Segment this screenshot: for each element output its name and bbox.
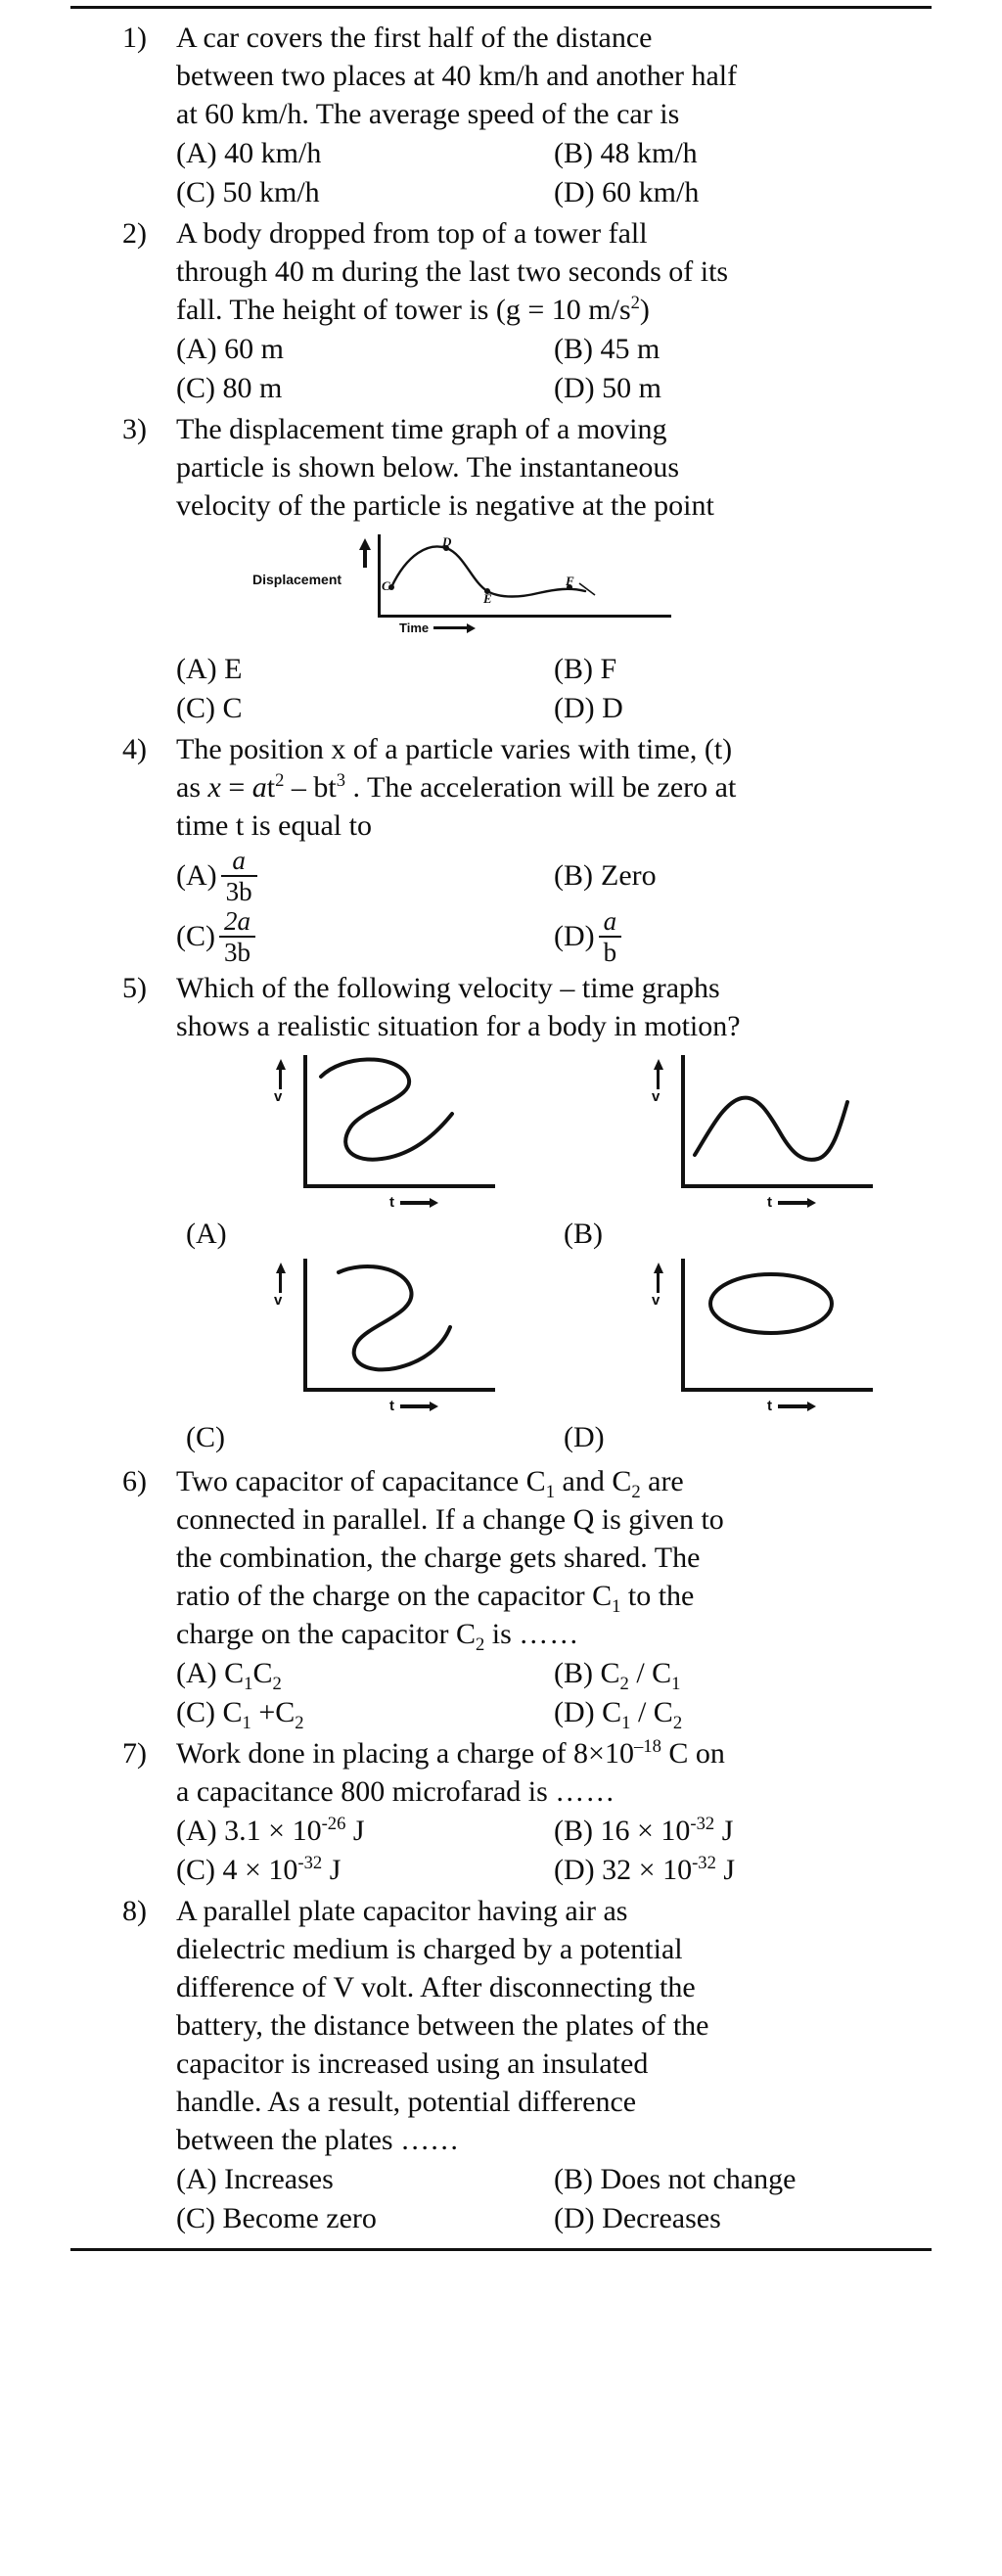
question-stem-line: charge on the capacitor $C_2$ is …… [176, 1618, 580, 1655]
option-text: D [602, 692, 623, 724]
option-text: Does not change [600, 2163, 797, 2195]
option-label: (A) [176, 1815, 217, 1847]
question-stem-line: particle is shown below. The instantaneous [176, 451, 680, 483]
options-grid [176, 846, 932, 967]
option-label: (B) [554, 2163, 593, 2195]
option-text: $4 \times 10^{-32}$ J [222, 1853, 342, 1886]
stem-text: fall. The height of tower is (g = 10 m/s [176, 294, 631, 326]
subscript: 1 [671, 1674, 681, 1694]
options-grid [176, 2160, 932, 2238]
question-stem-line: A body dropped from top of a tower fall [176, 217, 648, 250]
option-text: 45 m [600, 333, 660, 365]
vt-graph-b [630, 1053, 885, 1218]
option-b[interactable] [554, 2160, 932, 2199]
ellipsis: …… [555, 1775, 616, 1808]
option-text: 40 km/h [224, 137, 322, 169]
option-label: (A) [176, 859, 217, 892]
option-text: $C_1 +C_2$ [222, 1696, 304, 1733]
superscript: -26 [321, 1814, 346, 1834]
y-axis-label: v [652, 1088, 660, 1105]
option-a[interactable] [176, 330, 554, 369]
option-d[interactable] [554, 1693, 932, 1732]
right-arrow-line [778, 1201, 807, 1205]
subscript: 2 [672, 1713, 683, 1733]
stem-text: – bt [284, 771, 337, 804]
option-text: 60 km/h [602, 176, 700, 208]
option-label: (C) [176, 692, 215, 724]
option-label: (D) [554, 1854, 595, 1886]
superscript: -32 [692, 1853, 716, 1873]
stem-text: as [176, 771, 208, 804]
question-stem-line: between two places at 40 km/h and another half [176, 60, 738, 92]
option-label: (B) [554, 1657, 593, 1689]
question-stem-line [176, 768, 932, 806]
question-5 [70, 969, 932, 1460]
question-stem-line: the combination, the charge gets shared. The [176, 1541, 701, 1574]
question-stem-line: battery, the distance between the plates of the [176, 2009, 709, 2042]
option-a[interactable] [176, 134, 554, 173]
vt-graph-a-cell[interactable] [176, 1053, 554, 1257]
superscript: 3 [336, 770, 346, 791]
option-d[interactable] [554, 369, 932, 408]
option-text: $C_2 / C_1$ [600, 1657, 681, 1694]
ellipsis: …… [519, 1618, 580, 1650]
option-label: (C) [176, 2202, 215, 2234]
question-body [176, 1892, 932, 2238]
option-text: F [600, 653, 617, 685]
question-body [176, 969, 932, 1460]
question-stem-line: capacitor is increased using an insulated [176, 2047, 649, 2080]
option-text: 60 m [224, 333, 284, 365]
option-label: (B) [554, 1815, 593, 1847]
question-number: 1) [122, 22, 147, 54]
graph-curve [681, 1053, 875, 1186]
superscript: -32 [690, 1814, 715, 1834]
vt-graph-d [630, 1257, 885, 1421]
up-arrow-stem [657, 1068, 660, 1089]
option-a[interactable] [176, 1812, 554, 1851]
x-axis-label-group [767, 1398, 816, 1414]
question-4 [70, 730, 932, 967]
question-stem-line: through 40 m during the last two seconds of its [176, 255, 729, 288]
option-text: 48 km/h [600, 137, 698, 169]
vt-graph-c [252, 1257, 507, 1421]
subscript: 1 [242, 1713, 251, 1733]
options-grid [176, 650, 932, 728]
question-body [176, 19, 932, 212]
right-arrow-icon [430, 1402, 438, 1411]
right-arrow-icon [807, 1198, 816, 1208]
option-b[interactable] [554, 134, 932, 173]
x-axis-label-group [389, 1194, 438, 1211]
option-text: Become zero [222, 2202, 377, 2234]
subscript: 1 [612, 1596, 621, 1617]
option-text: 50 km/h [222, 176, 320, 208]
right-arrow-icon [807, 1402, 816, 1411]
option-label: (B) [554, 859, 593, 892]
option-text: Increases [224, 2163, 334, 2195]
option-text: $C_1 / C_2$ [602, 1696, 683, 1733]
right-arrow-line [400, 1201, 430, 1205]
option-c[interactable] [176, 369, 554, 408]
fraction-denominator: b [599, 936, 622, 966]
vt-graph-c-cell[interactable] [176, 1257, 554, 1460]
figure-label-b: (B) [564, 1218, 603, 1250]
fraction-numerator: a [603, 905, 617, 936]
question-stem-line: shows a realistic situation for a body in motion? [176, 1010, 741, 1042]
question-stem-line: a capacitance 800 microfarad is …… [176, 1775, 616, 1808]
figure-label-a: (A) [186, 1218, 227, 1250]
stem-text: = [220, 771, 252, 804]
question-body [176, 1734, 932, 1890]
option-text: $3.1 \times 10^{-26}$ J [224, 1814, 365, 1847]
y-axis-label: v [274, 1088, 283, 1105]
fraction [599, 907, 622, 967]
x-axis-label: t [767, 1194, 772, 1211]
superscript: 2 [630, 293, 640, 313]
bottom-divider [70, 2248, 932, 2251]
subscript: 2 [619, 1674, 629, 1694]
option-b[interactable] [554, 1812, 932, 1851]
y-axis-label: v [274, 1292, 283, 1309]
option-a[interactable] [176, 650, 554, 689]
vt-graph-a [252, 1053, 507, 1218]
point-label-d: D [442, 534, 452, 549]
option-text: $32 \times 10^{-32}$ J [602, 1853, 736, 1886]
question-list [70, 9, 932, 2238]
vt-graph-d-cell[interactable] [554, 1257, 932, 1460]
question-2 [70, 214, 932, 408]
option-d[interactable] [554, 906, 932, 967]
subscript: 1 [621, 1713, 631, 1733]
math-variable-x: x [207, 771, 221, 804]
x-axis-label: t [389, 1194, 394, 1211]
subscript: 2 [631, 1482, 641, 1502]
option-text: $16 \times 10^{-32}$ J [600, 1814, 734, 1847]
option-b[interactable] [554, 650, 932, 689]
option-text: 50 m [602, 372, 661, 404]
x-axis-label-group [389, 1398, 438, 1414]
question-stem-line: Work done in placing a charge of $8\times 10^{-18}$ C on [176, 1736, 725, 1770]
option-label: (B) [554, 653, 593, 685]
option-c[interactable] [176, 906, 554, 967]
subscript: 2 [272, 1674, 282, 1694]
x-axis-label: t [767, 1398, 772, 1414]
point-label-f: F [566, 574, 574, 588]
y-axis-label: v [652, 1292, 660, 1309]
option-text: 80 m [222, 372, 283, 404]
graph-curve [303, 1257, 497, 1390]
question-stem-line: A parallel plate capacitor having air as [176, 1895, 628, 1927]
question-number: 5) [122, 972, 147, 1004]
subscript: 2 [475, 1634, 485, 1655]
right-arrow-icon [430, 1198, 438, 1208]
question-number: 7) [122, 1737, 147, 1770]
option-c[interactable] [176, 689, 554, 728]
point-label-c: C [382, 578, 390, 593]
option-label: (C) [176, 1696, 215, 1728]
velocity-time-figures [176, 1053, 932, 1460]
up-arrow-stem [279, 1068, 282, 1089]
x-axis-label-group [399, 621, 476, 635]
option-text: C [222, 692, 243, 724]
option-label: (B) [554, 333, 593, 365]
option-b[interactable] [554, 1654, 932, 1693]
fraction-denominator: 3b [219, 936, 255, 966]
fraction-numerator: 2a [224, 905, 250, 936]
option-label: (B) [554, 137, 593, 169]
question-stem-line: Which of the following velocity – time graphs [176, 972, 720, 1004]
option-label: (A) [176, 1657, 217, 1689]
question-6 [70, 1462, 932, 1732]
option-label: (A) [176, 137, 217, 169]
option-label: (D) [554, 372, 595, 404]
superscript: 2 [275, 770, 285, 791]
question-stem-line: A car covers the first half of the distance [176, 22, 653, 54]
vt-graph-b-cell[interactable] [554, 1053, 932, 1257]
question-body [176, 214, 932, 408]
option-label: (D) [554, 920, 595, 952]
option-label: (C) [176, 920, 215, 952]
option-c[interactable] [176, 2199, 554, 2238]
subscript: 1 [244, 1674, 253, 1694]
question-stem-line: between the plates …… [176, 2124, 460, 2156]
up-arrow-stem [363, 548, 367, 568]
question-stem-line: handle. As a result, potential difference [176, 2086, 637, 2118]
figure-label-c: (C) [186, 1421, 225, 1453]
option-label: (C) [176, 372, 215, 404]
right-arrow-icon [467, 623, 476, 633]
question-stem-line: ratio of the charge on the capacitor $C_1$ to the [176, 1580, 695, 1617]
displacement-time-graph [252, 534, 673, 644]
up-arrow-stem [279, 1271, 282, 1293]
question-stem-line: velocity of the particle is negative at the point [176, 489, 714, 522]
question-body [176, 730, 932, 967]
question-number: 6) [122, 1465, 147, 1497]
option-text: Zero [601, 859, 657, 892]
graph-curve [681, 1257, 875, 1390]
fraction-numerator: a [232, 845, 246, 875]
question-3 [70, 410, 932, 728]
option-b[interactable] [554, 846, 932, 906]
option-a[interactable] [176, 846, 554, 906]
question-body [176, 410, 932, 728]
options-grid [176, 134, 932, 212]
question-stem-line: Two capacitor of capacitance $C_1$ and $C_2$ are [176, 1465, 684, 1502]
question-stem-line: dielectric medium is charged by a potential [176, 1933, 683, 1965]
worksheet-page [0, 6, 1002, 2576]
stem-text: . The acceleration will be zero at [345, 771, 737, 804]
fraction [221, 847, 257, 906]
question-stem-line: The position x of a particle varies with time, (t) [176, 733, 733, 765]
options-grid [176, 1654, 932, 1732]
fraction [219, 907, 255, 967]
option-text: E [224, 653, 243, 685]
option-d[interactable] [554, 2199, 932, 2238]
y-axis-label: Displacement [252, 572, 342, 587]
option-label: (A) [176, 333, 217, 365]
subscript: 1 [545, 1482, 555, 1502]
right-arrow-line [400, 1404, 430, 1408]
option-c[interactable] [176, 173, 554, 212]
option-d[interactable] [554, 173, 932, 212]
question-7 [70, 1734, 932, 1890]
option-label: (D) [554, 692, 595, 724]
question-stem-line: connected in parallel. If a change Q is given to [176, 1503, 724, 1536]
option-label: (A) [176, 2163, 217, 2195]
question-1 [70, 19, 932, 212]
question-stem-line: The displacement time graph of a moving [176, 413, 667, 445]
option-b[interactable] [554, 330, 932, 369]
option-label: (C) [176, 1854, 215, 1886]
question-number: 2) [122, 217, 147, 250]
question-number: 8) [122, 1895, 147, 1927]
stem-text: t [266, 771, 276, 804]
right-arrow-line [778, 1404, 807, 1408]
question-stem-line: at 60 km/h. The average speed of the car is [176, 98, 680, 130]
fraction-denominator: 3b [221, 875, 257, 905]
point-label-e: E [483, 591, 492, 606]
superscript: -32 [297, 1853, 323, 1873]
option-label: (A) [176, 653, 217, 685]
options-grid [176, 330, 932, 408]
question-body [176, 1462, 932, 1732]
question-8 [70, 1892, 932, 2238]
option-a[interactable] [176, 1654, 554, 1693]
graph-curve [378, 534, 673, 619]
option-label: (D) [554, 176, 595, 208]
question-number: 4) [122, 733, 147, 765]
option-c[interactable] [176, 1851, 554, 1890]
option-text: $C_1C_2$ [224, 1657, 282, 1694]
question-stem-line [176, 291, 932, 329]
question-stem-line: time t is equal to [176, 809, 372, 842]
x-axis-label-group [767, 1194, 816, 1211]
question-number: 3) [122, 413, 147, 445]
option-label: (D) [554, 1696, 595, 1728]
question-stem-line: difference of V volt. After disconnecting the [176, 1971, 696, 2003]
superscript: –18 [633, 1736, 661, 1757]
option-c[interactable] [176, 1693, 554, 1732]
graph-curve [303, 1053, 497, 1186]
option-d[interactable] [554, 1851, 932, 1890]
option-label: (D) [554, 2202, 595, 2234]
right-arrow-line [433, 626, 467, 629]
up-arrow-stem [657, 1271, 660, 1293]
option-d[interactable] [554, 689, 932, 728]
math-variable-a: a [251, 771, 267, 804]
option-label: (C) [176, 176, 215, 208]
option-text: Decreases [602, 2202, 721, 2234]
subscript: 2 [295, 1713, 304, 1733]
stem-text: ) [639, 294, 650, 326]
figure-label-d: (D) [564, 1421, 605, 1453]
x-axis-label: Time [399, 621, 430, 635]
option-a[interactable] [176, 2160, 554, 2199]
x-axis-label: t [389, 1398, 394, 1414]
options-grid [176, 1812, 932, 1890]
